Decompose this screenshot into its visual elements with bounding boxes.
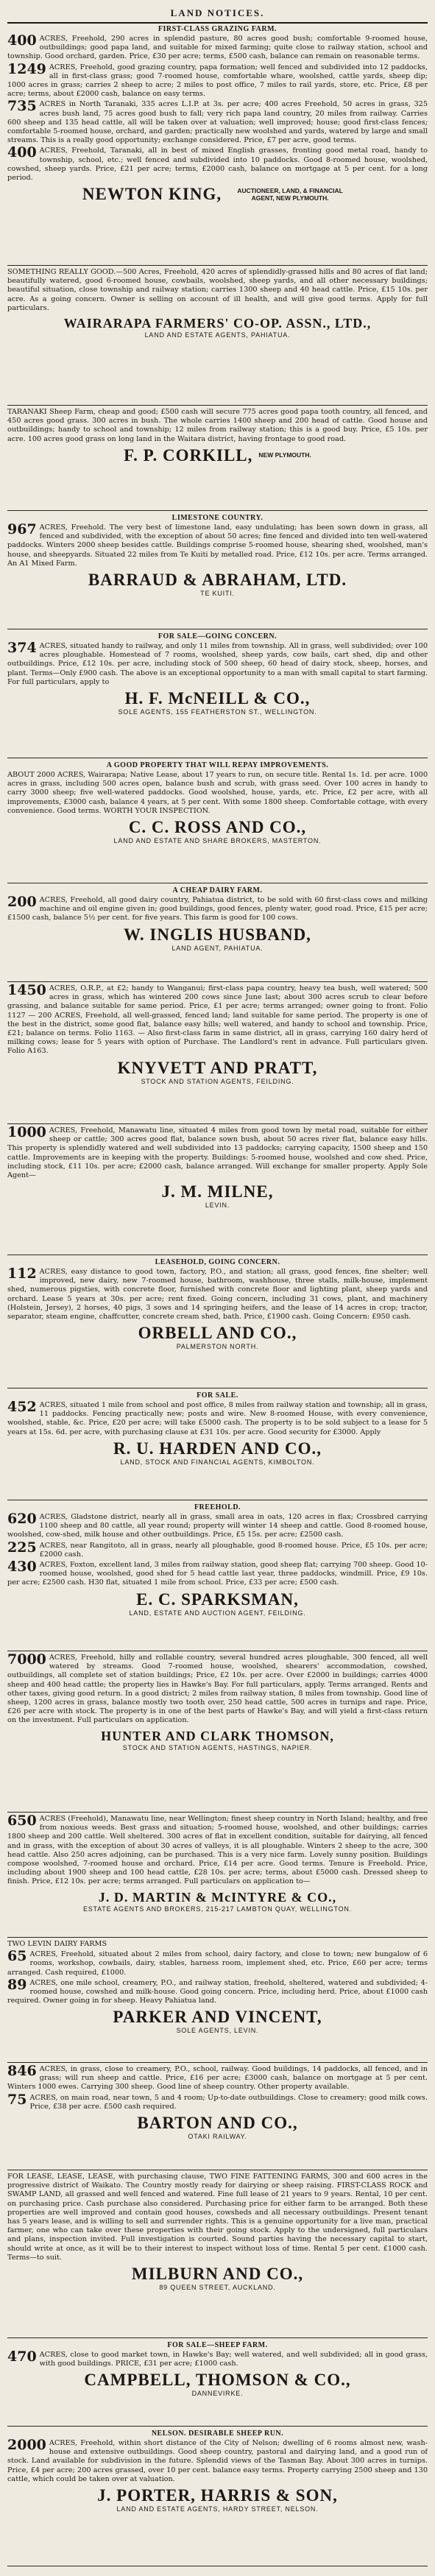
ad-paragraph (7, 2091, 428, 2111)
ad-text: TARANAKI Sheep Farm, cheap and good; £500 cash will secure 775 acres good papa tooth country, all fenced, and 450 acres good grass. 300 acres in bush. The whole carries 1400 sheep and 200 head of cattle. Good house and outbuildings; handy to school and township; 12 miles from railway station; this is a good buy. Price, £5 10s. per acre. 100 acres good grass on long land in the Waitara district, having frontage to good road. (7, 408, 428, 443)
advertisement (7, 406, 428, 511)
ad-paragraph (7, 1561, 428, 1588)
firm-address: SOLE AGENTS, LEVIN. (176, 2027, 259, 2035)
ad-text: ACRES, situated 1 mile from school and post office, 8 miles from railway station and township; all in grass, 11 paddocks. Fencing practically new; posts and wire. New 8-roomed House, with every convenience, woolshed, stable, &c. Price, £20 per acre; will take £5000 cash. The property is to be sold subject to a lease for 5 years at 15s. 6d. per acre, with purchasing clause at £31 10s. per acre. Good security for £3000. Apply (7, 1401, 428, 1436)
ad-paragraph (7, 268, 428, 313)
acreage-figure: 7000 (7, 1651, 46, 1668)
firm-row (7, 925, 428, 945)
acreage-figure: 65 (7, 1948, 27, 1965)
advertisement (7, 2170, 428, 2338)
ad-text: ACRES, in grass, close to creamery, P.O., school, railway. Good buildings, 14 paddocks, all fenced, and in grass; will run sheep and cattle. Price, £16 per acre; £3000 cash, balance on mortgage at 5 per cent. Winters 1000 ewes. Carrying 300 sheep. Good line of sheep country. Other property available. (7, 2065, 428, 2092)
ad-heading: A GOOD PROPERTY THAT WILL REPAY IMPROVEMENTS. (106, 761, 329, 769)
ad-paragraph (7, 642, 428, 687)
acreage-figure: 430 (7, 1559, 37, 1575)
ad-text: ACRES (Freehold), Manawatu line, near Wellington; finest sheep country in North Island; healthy, and free from noxious weeds. Best grass and situation; 5-roomed house, woolshed, and other buildings; carries 1800 sheep and 200 cattle. Well sheltered. 300 acres of flat in excellent condition, suitable for dairying, all fenced and in grass, with the exception of about 30 acres of valleys, it is all ploughable. Winters 2 sheep to the acre, 300 head cattle. Also 250 acres adjoining, can be purchased. This is a very nice farm. Lovely sunny position. Buildings compose woolshed, 7-roomed house and orchard. Price, £14 per acre. Good terms. Tenure is Freehold. Price, including about 1900 sheep and 100 head cattle, £28 10s. per acre; terms, about £5000 cash. Dressed sheep to finish. Price, £12 10s. per acre; terms arranged. Full particulars on application to— (7, 1815, 428, 1886)
firm-row (7, 2485, 428, 2505)
firm-row (7, 570, 428, 590)
ad-paragraph (7, 984, 428, 1056)
ad-paragraph (7, 1513, 428, 1540)
advertisement (7, 511, 428, 629)
firm-name: J. M. MILNE, (161, 1182, 274, 1201)
acreage-figure: 400 (7, 144, 37, 161)
ad-text: TWO LEVIN DAIRY FARMS (7, 1940, 107, 1948)
firm-address: LAND, STOCK AND FINANCIAL AGENTS, KIMBOLTON. (120, 1458, 315, 1466)
firm-address: SOLE AGENTS, 155 FEATHERSTON ST., WELLINGTON. (118, 708, 317, 716)
firm-row (7, 2264, 428, 2284)
acreage-figure: 620 (7, 1511, 37, 1527)
firm-address: 89 QUEEN STREET, AUCKLAND. (159, 2284, 276, 2292)
firm-name: HUNTER AND CLARK THOMSON, (101, 1728, 334, 1743)
ad-paragraph (7, 1950, 428, 1977)
firm-row (7, 1058, 428, 1078)
ad-paragraph (7, 1539, 428, 1559)
firm-name: PARKER AND VINCENT, (113, 2008, 322, 2027)
firm-name: CAMPBELL, THOMSON & CO., (84, 2371, 351, 2390)
firm-description: NEW PLYMOUTH. (258, 451, 311, 459)
advertisement (7, 883, 428, 982)
firm-name: J. D. MARTIN & McINTYRE & CO., (98, 1889, 337, 1905)
firm-address: LAND, ESTATE AND AUCTION AGENT, FEILDING. (129, 1609, 306, 1617)
ad-text: ACRES, situated handy to railway, and only 11 miles from township. All in grass, well subdivided; over 100 acres ploughable. Homestead of 7 rooms, woolshed, sheep yards, cow bails, cart shed, dip and other outbuildings. Price, £12 10s. per acre, including stock of 500 sheep, 60 head of dairy stock, sheep, horses, and plant. Terms—Only £900 cash. The above is an exceptional opportunity to a man with small capital to start farming. For full particulars, apply to (7, 642, 428, 686)
ad-paragraph (7, 1651, 428, 1726)
firm-name: KNYVETT AND PRATT, (117, 1058, 318, 1077)
ad-paragraph (7, 523, 428, 568)
ad-text: ACRES, Freehold, within short distance of the City of Nelson; dwelling of 6 rooms almost new, wash-house and extensive outbuildings. Good sheep country, pastoral and dairying land, and a good run of stock. Land available for subdivision in the future. Splendid views of the Tasman Bay. About 300 acres in turnips. Price, £4 per acre; 200 acres grassed, over 10 per cent. balance easy terms. Property carrying 2500 sheep and 130 cattle, which could be taken over at valuation. (7, 2439, 428, 2483)
advertisement (7, 1938, 428, 2063)
firm-address: ESTATE AGENTS AND BROKERS, 215-217 LAMBTON QUAY, WELLINGTON. (82, 1905, 353, 1913)
advertisement (7, 1651, 428, 1813)
ad-text: ACRES, on main road, near town, 5 and 4 room; Up-to-date outbuildings. Close to creamery; good milk cows. Price, £38 per acre. £500 cash required. (29, 2093, 428, 2111)
firm-name: C. C. ROSS AND CO., (128, 818, 307, 837)
firm-address: OTAKI RAILWAY. (188, 2133, 247, 2141)
firm-row (7, 2113, 428, 2133)
advertisement (7, 2427, 428, 2566)
firm-name: BARTON AND CO., (137, 2114, 298, 2133)
acreage-figure: 200 (7, 894, 37, 910)
ad-paragraph (7, 32, 428, 62)
firm-address: LAND AND ESTATE AND SHARE BROKERS, MASTERTON. (113, 837, 322, 845)
firm-row (7, 1439, 428, 1458)
ad-paragraph (7, 144, 428, 183)
firm-row (7, 445, 428, 465)
ad-text: ACRES, Foxton, excellent land, 3 miles from railway station, good sheep flat; carrying 700 sheep. Good 10-roomed house, woolshed, good shed for 5 head cattle last year, three paddocks, windmill. Price, £9 10s. per acre; £2500 cash. H30 flat, situated 1 mile from school. Price, £33 per acre; £500 cash. (7, 1561, 428, 1587)
ad-text: ACRES, Freehold, 290 acres in splendid pasture, 80 acres good bush; comfortable 9-roomed house, outbuildings; good papa land, and suitable for mixed farming; quite close to railway station, school and township. Good orchard, garden. Price, £30 per acre; terms, £500 cash, balance can remain on reasonable terms. (7, 35, 428, 61)
ad-heading: LEASEHOLD, GOING CONCERN. (155, 1258, 280, 1266)
ad-text: ACRES in North Taranaki, 335 acres L.I.P. at 3s. per acre; 400 acres Freehold, 50 acres in grass, 325 acres bush land, 75 acres good bush to fall; very rich papa land country, 20 miles from railway. Carries 600 sheep and 135 head cattle, all will be taken over at valuation; well improved; house; good first-class fences; comfortable 5-roomed house, orchard, and garden; practically new woolshed and yards, watered by large and small streams. This is a really good opportunity; exchange considered. Price, £7 per acre, good terms. (7, 100, 428, 145)
firm-name: ORBELL AND CO., (138, 1324, 297, 1343)
firm-row (7, 688, 428, 708)
ad-paragraph (7, 771, 428, 816)
firm-row (7, 1888, 428, 1905)
firm-address: LAND AND ESTATE AGENTS, PAHIATUA. (144, 331, 291, 339)
advertisement (7, 2063, 428, 2170)
ad-heading: FOR SALE—SHEEP FARM. (167, 2341, 268, 2349)
firm-row (7, 2370, 428, 2390)
ad-text: ACRES, close to good market town, in Hawke's Bay; well watered, and well subdivided; all in good grass, with good buildings. PRICE, £31 per acre; £1000 cash. (39, 2351, 428, 2368)
ad-text: ACRES, Freehold, situated about 2 miles from school, dairy factory, and close to town; new bungalow of 6 rooms, workshop, cowbails, dairy, stables, harness room, implement shed, etc. Price, £60 per acre; terms arranged. Cash required, £1000. (7, 1950, 428, 1977)
firm-address: LAND AGENT, PAHIATUA. (171, 944, 264, 952)
firm-name: MILBURN AND CO., (131, 2265, 304, 2284)
ad-heading: FOR SALE—GOING CONCERN. (158, 632, 277, 641)
acreage-figure: 112 (7, 1266, 37, 1282)
firm-name: H. F. McNEILL & CO., (124, 689, 311, 708)
ad-text: ACRES, Freehold, hilly and rollable country, several hundred acres ploughable, 300 fenced, all well watered by streams. Good 7-roomed house, woolshed, shearers' accommodation, cowshed, outbuildings, all complete set of station buildings; Price, £2 10s. per acre. Over £2000 in buildings; carries 4000 sheep and 400 head cattle; the property lies in Hawke's Bay. For full particulars, apply. Terms arranged. Rents and other taxes, giving good return. In a good district; 2 miles from railway station, 8 miles from township. Good line of sheep, 1200 acres in grass, balance mostly two tooth over, 250 head cattle, 500 acres in turnips and rape. Price, £26 per acre with stock. The property is in one of the best parts of Hawke's Bay, and will yield a first-class return on the investment. Full particulars on application. (7, 1654, 428, 1725)
advertisement (7, 758, 428, 883)
firm-name: E. C. SPARKSMAN, (136, 1589, 299, 1609)
ad-paragraph (7, 2351, 428, 2368)
advertisement (7, 1388, 428, 1500)
ad-paragraph (7, 60, 428, 99)
ad-text: ACRES, easy distance to good town, factory, P.O., and station; all grass, good fences, fine shelter; well improved, new dairy, new 7-roomed house, bathroom, washhouse, three stalls, milk-house, implement shed, numerous pigsties, with concrete floor, furnished with concrete floor and lighting plant, sheep yards and orchard. Lease 5 years at 30s. per acre; rent fixed. Going concern, including 31 cows, plant, and machinery (Holstein, Jersey), 2 horses, 40 pigs, 3 sows and 14 springing heifers, and the lease of 14 acres in crop; tractor, separator, steam engine, chaffcutter, concrete cream shed, bath. Price, £1900 cash. Going Concern: £950 cash. (7, 1268, 428, 1321)
acreage-figure: 1000 (7, 1124, 46, 1140)
firm-name: NEWTON KING, (82, 185, 222, 204)
ad-text: ACRES, one mile school, creamery, P.O., and railway station, freehold, sheltered, watered and subdivided; 4-roomed house, cowshed and milk-house. Good going concern. Price, including herd. Price, about £1000 cash required. Owner going in for sheep. Heavy Pahiatua land. (7, 1978, 428, 2005)
firm-address: PALMERSTON NORTH. (176, 1343, 259, 1351)
ad-heading: FIRST-CLASS GRAZING FARM. (158, 25, 277, 33)
ad-paragraph (7, 1126, 428, 1180)
ad-heading: NELSON. DESIRABLE SHEEP RUN. (151, 2429, 284, 2438)
ad-paragraph (7, 1940, 428, 1949)
ad-paragraph (7, 2173, 428, 2262)
ad-heading: FOR SALE. (197, 1391, 238, 1400)
advertisement (7, 982, 428, 1124)
firm-row (7, 2007, 428, 2027)
newspaper-page (7, 0, 428, 2576)
firm-name: J. PORTER, HARRIS & SON, (97, 2486, 338, 2505)
firm-name: R. U. HARDEN AND CO., (113, 1439, 322, 1458)
firm-row (7, 1589, 428, 1609)
advertisement (7, 266, 428, 406)
firm-row (7, 314, 428, 331)
firm-name: BARRAUD & ABRAHAM, LTD. (88, 571, 347, 590)
advertisement (7, 1255, 428, 1388)
ad-paragraph (7, 896, 428, 923)
ad-text: ACRES, Freehold, good grazing country, papa formation; well fenced and subdivided into 12 paddocks, all in first-class grass; good 7-roomed house, comfortable whare, woolshed, cattle yards, sheep dip; 1000 acres in grass; carries 2 sheep to acre; 2 miles to post office, 7 miles to rail yards, store, etc. Price, £8 per acre; terms, about £2000 cash, balance on easy terms. (7, 63, 428, 99)
advertisement (7, 629, 428, 758)
firm-address: STOCK AND STATION AGENTS, FEILDING. (141, 1077, 294, 1085)
acreage-figure: 374 (7, 640, 37, 656)
acreage-figure: 967 (7, 521, 37, 537)
firm-name: W. INGLIS HUSBAND, (124, 925, 311, 944)
firm-address: DANNEVIRKE. (191, 2390, 244, 2398)
firm-address: TE KUITI. (200, 590, 235, 598)
firm-description: AUCTIONEER, LAND, & FINANCIAL AGENT, NEW PLYMOUTH. (237, 186, 343, 202)
ad-text: ACRES, Freehold, Taranaki, all in best of mixed English grasses, fronting good metal road, handy to township, school, etc.; well fenced and subdivided into 10 paddocks. Good 8-roomed house, woolshed, cowshed, sheep yards. Price, £21 per acre; terms, £2000 cash, balance on mortgage at 5 per cent. for a long period. (7, 147, 428, 183)
acreage-figure: 75 (7, 2091, 27, 2108)
advertisement (7, 1124, 428, 1255)
firm-address: LAND AND ESTATE AGENTS, HARDY STREET, NELSON. (116, 2505, 319, 2513)
acreage-figure: 650 (7, 1813, 37, 1829)
ad-paragraph (7, 2065, 428, 2092)
ad-heading: A CHEAP DAIRY FARM. (172, 886, 263, 894)
firm-row (7, 1182, 428, 1201)
ad-heading: LIMESTONE COUNTRY. (171, 514, 264, 522)
acreage-figure: 1450 (7, 982, 46, 998)
ad-paragraph (7, 1976, 428, 2006)
acreage-figure: 452 (7, 1399, 37, 1415)
advertisement (7, 1813, 428, 1938)
ad-text: ACRES, Freehold. The very best of limestone land, easy undulating; has been sown down in grass, all fenced and subdivided, with the exception of about 50 acres; fine fenced and divided into ten well-watered paddocks. Winters 2000 sheep besides cattle. Buildings comprise 5-roomed house, shearing shed, woolshed, man's house, and sheepyards. Situated 22 miles from Te Kuiti by metalled road. Price, £12 10s. per acre. Terms arranged. An A1 Mixed Farm. (7, 523, 428, 568)
advertisement (7, 22, 428, 266)
acreage-figure: 89 (7, 1976, 27, 1993)
firm-row (7, 817, 428, 837)
acreage-figure: 735 (7, 98, 37, 115)
ad-paragraph (7, 2439, 428, 2484)
ad-text: FOR LEASE, LEASE, LEASE, with purchasing clause, TWO FINE FATTENING FARMS, 300 and 600 acres in the progressive district of Waikato. The Country mostly ready for dairying or sheep raising. FIRST-CLASS ROCK and SWAMP LAND, all grassed and well fenced and watered. Fine full lease of 21 years to 9 years. Rental, 10 per cent. on purchasing price. Cash purchase also considered. Purchasing price for either farm to be arranged. Both these properties are well improved and contain good houses, cowsheds and all necessary outbuildings. Present tenant has 5 years lease, and is willing to sell and surrender rights. This is a genuine opportunity for a live man, practical farmer, one who can take over these properties with their going stock. Apply to the undersigned, full particulars and plans, inspection invited. Full investigation is courted. Sound parties having the necessary capital to start, should write at once, as it will be to their interest to inspect without loss of time. Rental 5 per cent. £1000 cash. Terms—to suit. (7, 2173, 428, 2262)
ad-text: ACRES, Freehold, all good dairy country, Pahiatua district, to be sold with 60 first-class cows and milking machine and oil engine given in; good buildings, good fences, plenty water, good road. Price, £15 per acre; £1500 cash, balance 5½ per cent. for five years. This farm is good for 100 cows. (7, 896, 428, 922)
ad-text: ACRES, Freehold, Manawatu line, situated 4 miles from good town by metal road, suitable for either sheep or cattle; 300 acres good flat, balance sown bush, about 50 acres river flat, balance easy hills. This property is splendidly watered and well subdivided into 13 paddocks; carrying capacity, 1500 sheep and 150 cattle. Improvements are in keeping with the property. Buildings: 5-roomed house, woolshed and cow shed. Price, including stock, £11 10s. per acre; £2000 cash, balance arranged. Will exchange for smaller property. Apply Sole Agent— (7, 1126, 428, 1180)
ad-text: ABOUT 2000 ACRES, Wairarapa; Native Lease, about 17 years to run, on secure title. Rental 1s. 1d. per acre. 1000 acres in grass, including 500 acres open, balance bush and scrub, with grass seed. Over 100 acres in handy to carry 3000 sheep; five well-watered paddocks. Good woolshed, house, yards, etc. Price, £2 per acre, with all improvements, £3000 cash, balance 4 years, at 5 per cent. With some 1800 sheep. Comfortable cottage, with every convenience. Good terms. WORTH YOUR INSPECTION. (7, 771, 428, 815)
advertisement (7, 1500, 428, 1651)
ad-paragraph (7, 1268, 428, 1321)
firm-name: F. P. CORKILL, (124, 445, 253, 465)
acreage-figure: 225 (7, 1539, 37, 1556)
ad-paragraph (7, 1815, 428, 1887)
acreage-figure: 1249 (7, 60, 46, 77)
ad-text: ACRES, Gladstone district, nearly all in grass, small area in oats, 120 acres in flax; Crossbred carrying 1100 sheep and 80 cattle, all year round; property will winter 14 sheep and cattle. Good 8-roomed house, woolshed, cow-shed, milk house and other outbuildings. Price, £5 15s. per acre; £2500 cash. (7, 1513, 428, 1539)
firm-address: STOCK AND STATION AGENTS, HASTINGS, NAPIER. (122, 1743, 313, 1751)
firm-name: WAIRARAPA FARMERS' CO-OP. ASSN., LTD., (63, 316, 372, 331)
ad-text: SOMETHING REALLY GOOD.—500 Acres, Freehold, 420 acres of splendidly-grassed hills and 80 acres of flat land; beautifully watered, good 6-roomed house, cowbails, woolshed, sheep yards, and all other necessary buildings; beautiful situation, close township and railway station; carries 1300 sheep and 40 head cattle. Price, £15 10s. per acre. As a going concern. Owner is selling on account of ill health, and will give good terms. Apply for full particulars. (7, 268, 428, 312)
firm-address: LEVIN. (205, 1201, 230, 1210)
ad-paragraph (7, 1401, 428, 1437)
ad-paragraph (7, 100, 428, 145)
ad-heading: FREEHOLD. (194, 1503, 241, 1511)
page-title: LAND NOTICES. (7, 0, 428, 24)
firm-row (7, 184, 428, 204)
ad-paragraph (7, 408, 428, 444)
acreage-figure: 2000 (7, 2437, 46, 2453)
firm-row (7, 1323, 428, 1343)
acreage-figure: 400 (7, 32, 37, 49)
ad-text: ACRES, near Rangitoto, all in grass, nearly all ploughable, good 8-roomed house. Price, £5 10s. per acre; £2000 cash. (39, 1541, 428, 1559)
acreage-figure: 470 (7, 2349, 37, 2365)
firm-row (7, 1727, 428, 1744)
acreage-figure: 846 (7, 2063, 37, 2079)
ad-text: ACRES, O.R.P., at £2; handy to Wanganui; first-class papa country, heavy tea bush, well watered; 500 acres in grass, which has wintered 200 cows since June last; about 300 acres scrub to clear before grassing, and balance suitable for same period. Price, £1 per acre; terms arranged; owner going to front. Folio 1127 — 200 ACRES, Freehold, all well-grassed, fenced land; land suitable for same period. The property is one of the best in the district, some good flat, balance easy hills; well watered, and handy to school and township. Price, £21; balance on terms. Folio 1163. — Also first-class farm in same district, all in grass, carrying 160 dairy herd of milking cows; lease for 5 years with option of Purchase. The Landlord's rent in advance. Full particulars given. Folio A163. (7, 984, 428, 1056)
advertisement (7, 2338, 428, 2427)
